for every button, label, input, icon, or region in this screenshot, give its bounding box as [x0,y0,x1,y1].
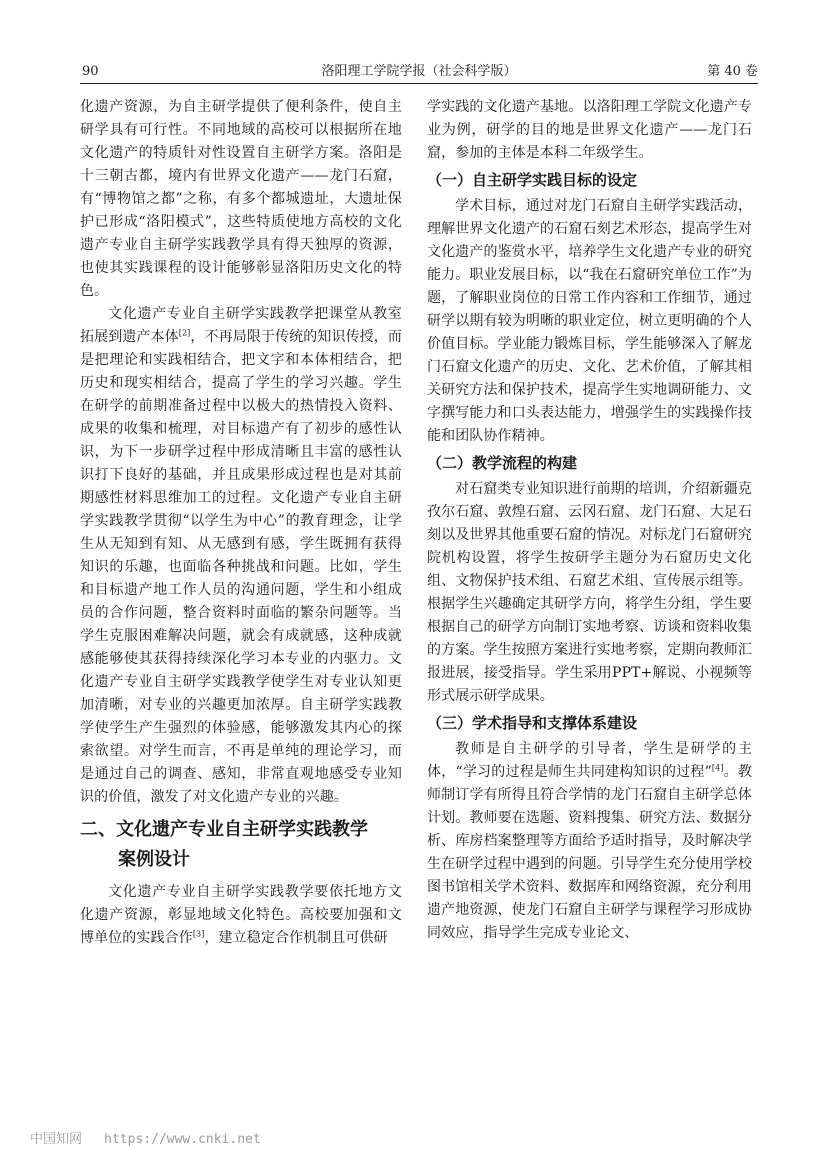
paragraph-text: ，建立稳定合作机制且可供研 [204,930,388,946]
paragraph: 学术目标，通过对龙门石窟自主研学实践活动，理解世界文化遗产的石窟石刻艺术形态，提高学生对文化遗产的鉴赏水平，培养学生文化遗产专业的研究能力。职业发展目标，以“我在石窟研究单位工作”为题，了解职业岗位的日常工作内容和工作细节，通过研学以期有较为明晰的职业定位，树立更明确的个人价值目标。学业能力锻炼目标，学生能够深入了解龙门石窟文化遗产的历史、文化、艺术价值，了解其相关研究方法和保护技术，提高学生实地调研能力、文字撰写能力和口头表达能力，增强学生的实践操作技能和团队协作精神。 [427,198,752,444]
paragraph-text: ，不再局限于传统的知识传授，而是把理论和实践相结合，把文字和本体相结合，把历史和现实相结合，提高了学生的学习兴趣。学生在研学的前期准备过程中以极大的热情投入资料、成果的收集和梳理，对目标遗产有了初步的感性认识，为下一步研学过程中形成清晰且丰富的感性认识打下良好的基础，并且成果形成过程也是对其前期感性材料思维加工的过程。文化遗产专业自主研学实践教学贯彻“以学生为中心”的教育理念，让学生从无知到有知、从无感到有感，学生既拥有获得知识的乐趣，也面临各种挑战和问题。比如，学生和目标遗产地工作人员的沟通问题，学生和小组成员的合作问题，整合资料时面临的繁杂问题等。当学生克服困难解决问题，就会有成就感，这种成就感能够使其获得持续深化学习本专业的内驱力。文化遗产专业自主研学实践教学使学生对专业认知更加清晰，对专业的兴趣更加浓厚。自主研学实践教学使学生产生强烈的体验感，能够激发其内心的探索欲望。对学生而言，不再是单纯的理论学习，而是通过自己的调查、感知，非常直观地感受专业知识的价值，激发了对文化遗产专业的兴趣。 [80,329,402,805]
citation-ref[interactable]: [2] [178,328,191,338]
site-url[interactable]: https://www.cnki.net [104,1132,261,1147]
paragraph: 学实践的文化遗产基地。以洛阳理工学院文化遗产专业为例，研学的目的地是世界文化遗产——龙门石窟，参加的主体是本科二年级学生。 [427,99,752,161]
citation-ref[interactable]: [3] [192,929,205,939]
page-header [80,62,758,84]
section-heading-line: 案例设计 [118,849,190,870]
section-heading-line: 二、文化遗产专业自主研学实践教学 [80,819,368,840]
subsection-heading: （二）教学流程的构建 [427,454,578,472]
volume-label: 第 40 卷 [707,64,758,79]
paragraph-text: 文化遗产专业自主研学实践教学把课堂从教室拓展到遗产本体 [80,306,402,345]
paragraph-text: 。教师制订学有所得且符合学情的龙门石窟自主研学总体计划。教师要在选题、资料搜集、研究方法、数据分析、库房档案整理等方面给予适时指导，及时解决学生在研学过程中遇到的问题。引导学生充分使用学校图书馆相关学术资料、数据库和网络资源，充分利用遗产地资源，使龙门石窟自主研学与课程学习形成协同效应，指导学生完成专业论文、 [427,764,752,941]
section-heading [80,815,402,875]
header-rule [80,83,758,84]
page-number: 90 [82,64,99,79]
footer-watermark [30,1128,261,1147]
subsection-heading: （三）学术指导和支撑体系建设 [427,714,638,732]
paragraph-text: 文化遗产专业自主研学实践教学要依托地方文化遗产资源，彰显地域文化特色。高校要加强和文博单位的实践合作 [80,884,402,946]
journal-title: 洛阳理工学院学报（社会科学版） [321,64,517,79]
subsection-heading: （一）自主研学实践目标的设定 [427,171,638,189]
paragraph [80,881,402,950]
right-column [427,96,752,945]
site-name: 中国知网 [30,1132,83,1147]
paragraph: 对石窟类专业知识进行前期的培训，介绍新疆克孜尔石窟、敦煌石窟、云冈石窟、龙门石窟、大足石刻以及世界其他重要石窟的情况。对标龙门石窟研究院机构设置，将学生按研学主题分为石窟历史文化组、文物保护技术组、石窟艺术组、宣传展示组等。根据学生兴趣确定其研学方向，将学生分组，学生要根据自己的研学方向制订实地考察、访谈和资料收集的方案。学生按照方案进行实地考察，定期向教师汇报进展，接受指导。学生采用PPT+解说、小视频等形式展示研学成果。 [427,481,752,704]
paragraph-text: 教师是自主研学的引导者，学生是研学的主体，“学习的过程是师生共同建构知识的过程” [427,741,752,780]
citation-ref[interactable]: [4] [711,763,724,773]
paragraph [80,303,402,809]
paragraph [427,738,752,945]
paragraph: 化遗产资源，为自主研学提供了便利条件，使自主研学具有可行性。不同地域的高校可以根据所在地文化遗产的特质针对性设置自主研学方案。洛阳是十三朝古都，境内有世界文化遗产——龙门石窟，有“博物馆之都”之称，有多个都城遗址，大遗址保护已形成“洛阳模式”，这些特质使地方高校的文化遗产专业自主研学实践教学具有得天独厚的资源，也使其实践课程的设计能够彰显洛阳历史文化的特色。 [80,99,402,299]
left-column [80,96,402,950]
